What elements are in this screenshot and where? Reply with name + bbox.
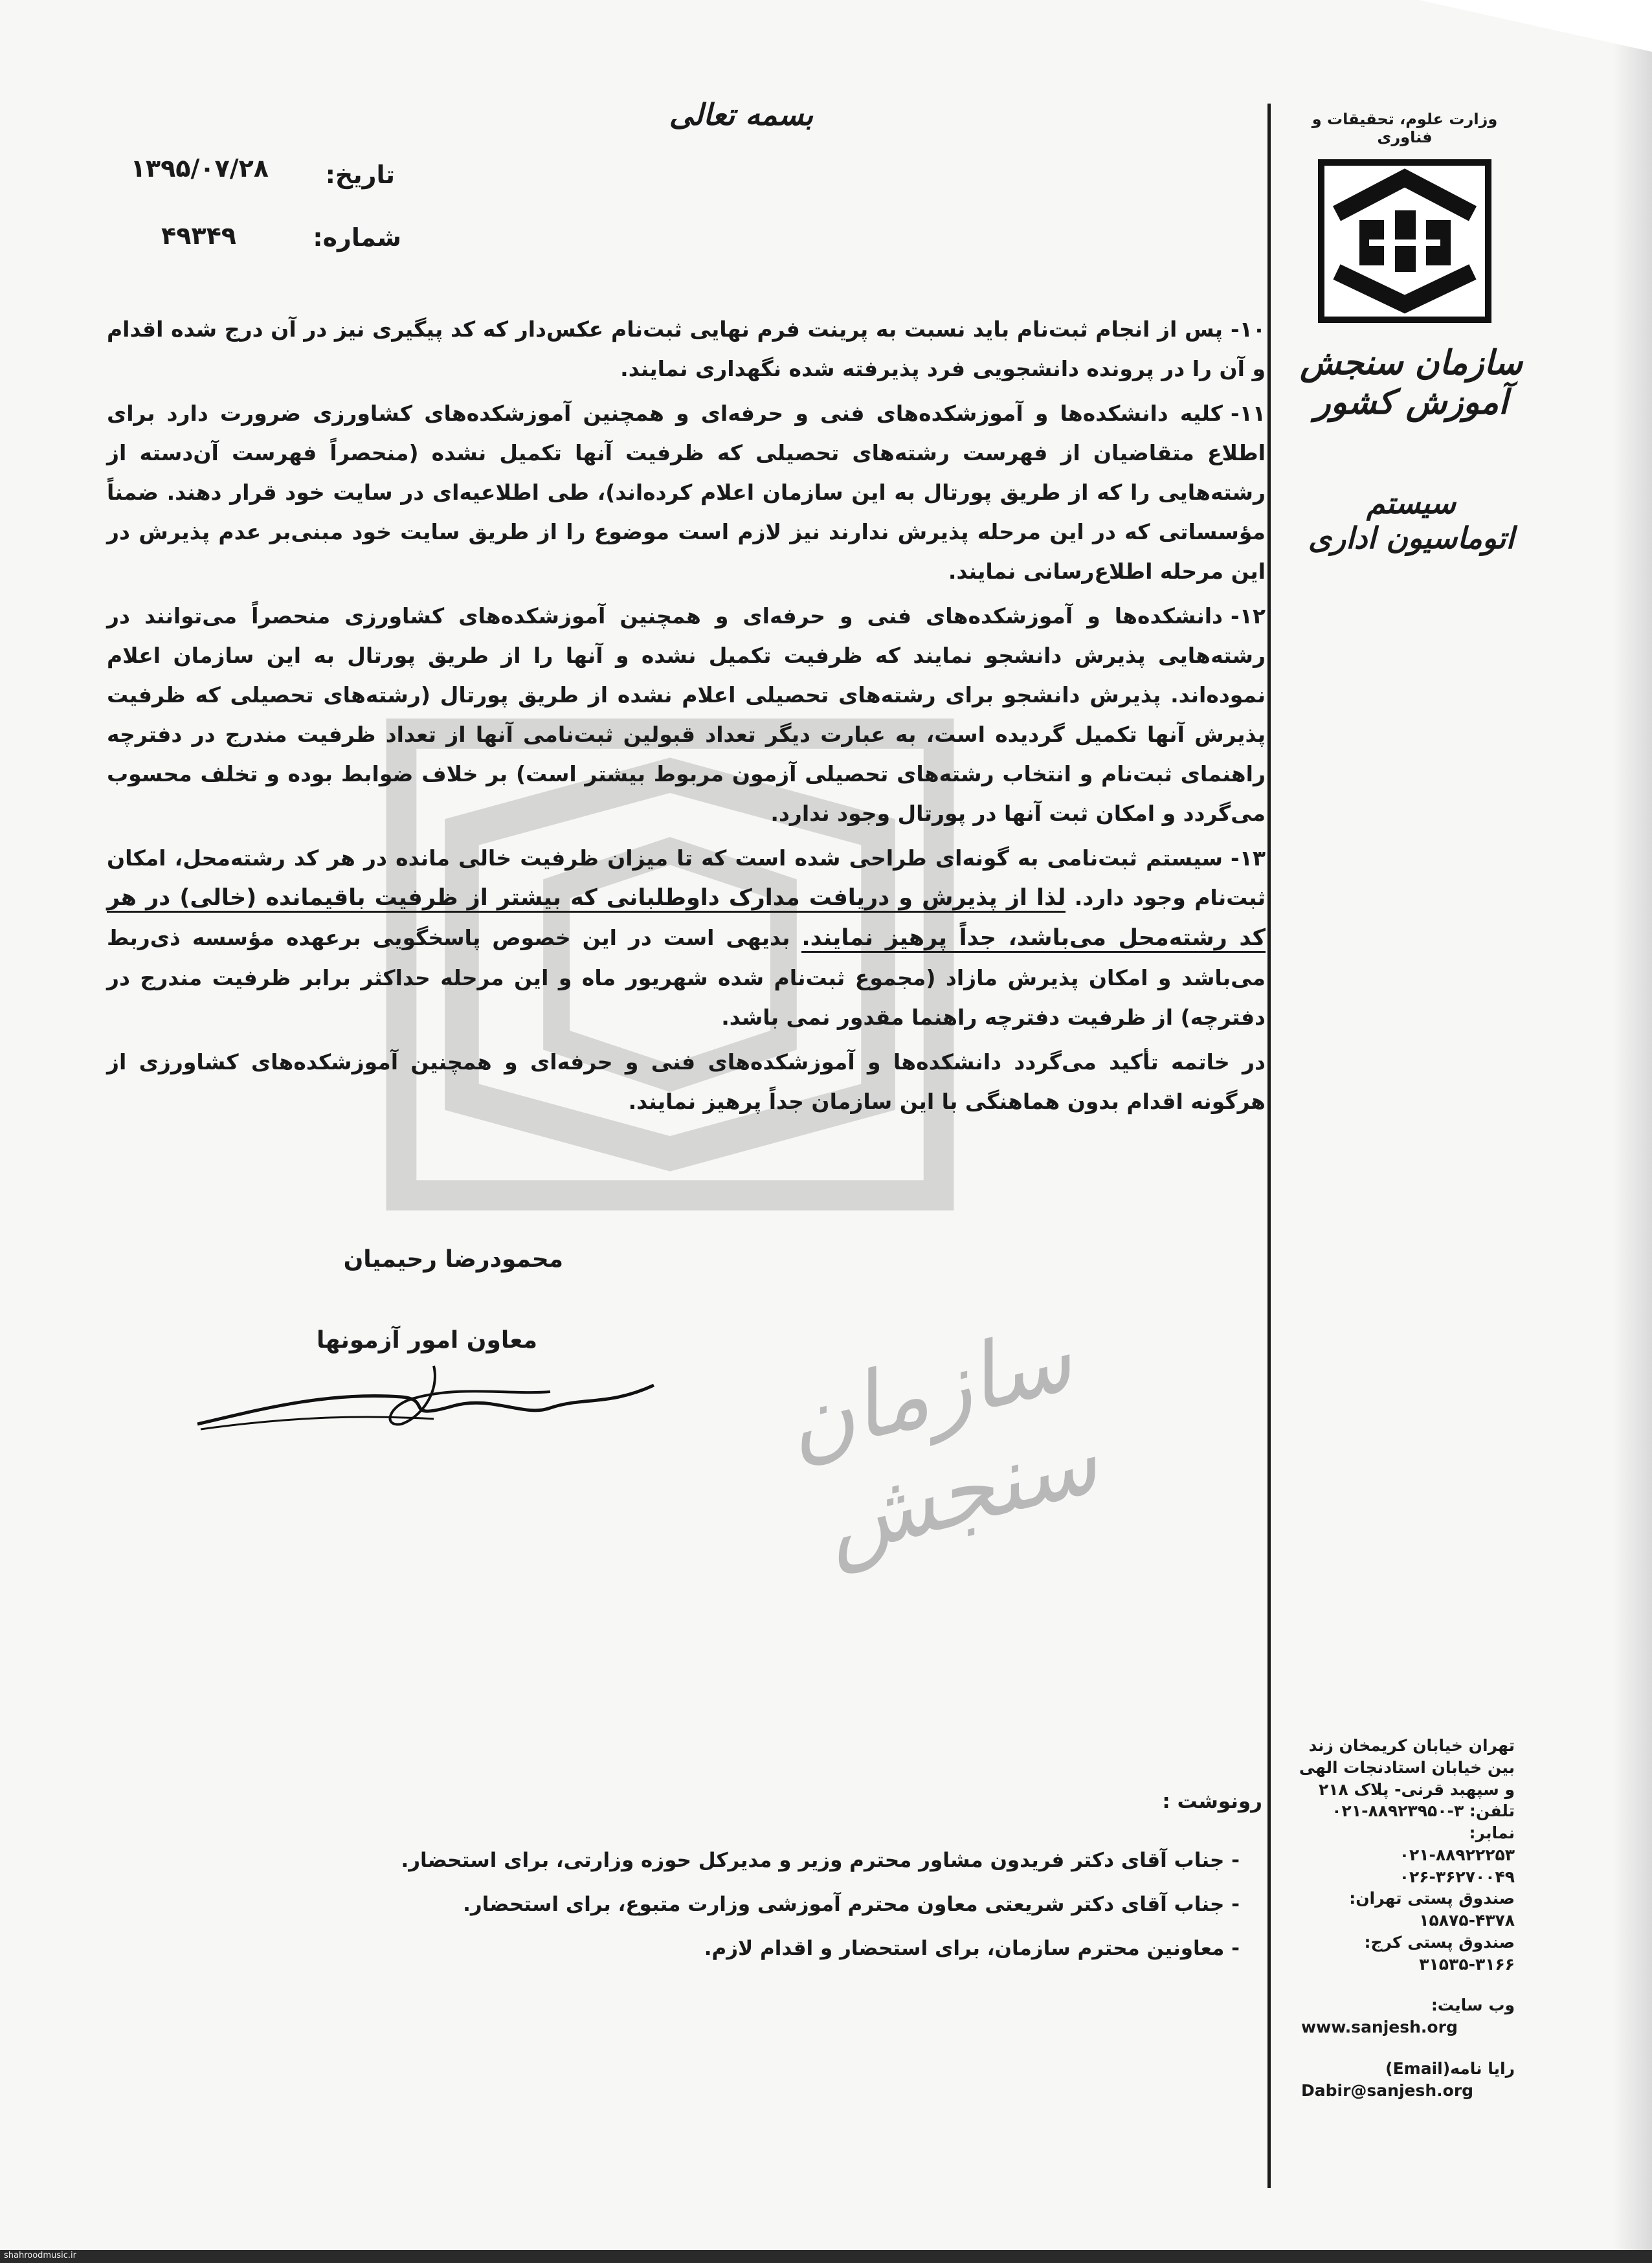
- website-label: وب سایت:: [1431, 1996, 1515, 2015]
- signer-name: محمودرضا رحیمیان: [343, 1246, 563, 1273]
- cc-item: - معاونین محترم سازمان، برای استحضار و اقدام لازم.: [704, 1937, 1240, 1960]
- signer-title: معاون امور آزمونها: [317, 1327, 537, 1354]
- item-number: ۱۳-: [1231, 845, 1266, 871]
- pobox-tehran-label: صندوق پستی تهران:: [1349, 1889, 1515, 1908]
- handwritten-signature-icon: [188, 1346, 667, 1444]
- organization-name: سازمان سنجش آموزش کشور: [1300, 343, 1523, 422]
- paragraph-text: بدیهی است در این خصوص پاسخگویی برعهده مؤسسه ذی‌ربط می‌باشد و امکان پذیرش مازاد (مجموع ثبت‌نام شده شهریور ماه و این مرحله حداکثر برابر ظرفیت مندرج در دفترچه) از ظرفیت دفترچه راهنما مقدور نمی باشد.: [107, 925, 1266, 1030]
- item-number: ۱۱-: [1231, 401, 1266, 426]
- automation-system-name: سیستم اتوماسیون اداری: [1308, 485, 1515, 555]
- underlined-emphasis: لذا از پذیرش و دریافت مدارک داوطلبانی که بیشتر از ظرفیت باقیمانده (خالی) در هر کد رشته‌محل می‌باشد، جداً پرهیز نمایند.: [107, 885, 1266, 953]
- address-line: تهران خیابان کریمخان زند: [1308, 1736, 1515, 1755]
- pobox-karaj-label: صندوق پستی کرج:: [1364, 1932, 1515, 1952]
- paragraph-13: [107, 838, 1266, 1037]
- address-line: و سپهبد قرنی- پلاک ۲۱۸: [1318, 1779, 1515, 1799]
- number-value: ۴۹۳۴۹: [161, 221, 236, 250]
- paragraph-10: [107, 309, 1266, 388]
- cc-heading: رونوشت :: [1162, 1790, 1262, 1813]
- cc-list: [375, 1838, 1240, 1970]
- source-tag: shahroodmusic.ir: [4, 2251, 76, 2260]
- letter-body: [107, 309, 1266, 1126]
- pobox-karaj: ۳۱۵۳۵-۳۱۶۶: [1419, 1954, 1515, 1974]
- fax-label: نمابر:: [1469, 1823, 1515, 1842]
- phone-number: تلفن: ۳-۸۸۹۲۳۹۵۰-۰۲۱: [1332, 1801, 1515, 1821]
- source-strip: [0, 2250, 1652, 2263]
- paragraph-text: کلیه دانشکده‌ها و آموزشکده‌های فنی و حرفه‌ای و همچنین آموزشکده‌های کشاورزی ضرورت دارد برای اطلاع متقاضیان از فهرست رشته‌های تحصیلی که ظرفیت آنها تکمیل نشده (منحصراً فهرست آن‌دسته از رشته‌هایی را که از طریق پورتال به این سازمان اعلام کرده‌اند)، طی اطلاعیه‌ای در سایت خود قرار دهند. ضمناً مؤسساتی که در این مرحله پذیرش ندارند نیز لازم است موضوع را از طریق سایت خود مبنی‌بر عدم پذیرش در این مرحله اطلاع‌رسانی نمایند.: [107, 401, 1266, 584]
- item-number: ۱۰-: [1231, 317, 1266, 342]
- paragraph-11: [107, 394, 1266, 591]
- column-divider: [1267, 104, 1271, 2188]
- item-number: ۱۲-: [1231, 603, 1266, 629]
- fax-number: ۰۲۱-۸۸۹۲۲۲۵۳: [1399, 1845, 1515, 1864]
- cc-item: - جناب آقای دکتر فریدون مشاور محترم وزیر و مدیرکل حوزه وزارتی، برای استحضار.: [401, 1849, 1240, 1872]
- date-value: ۱۳۹۵/۰۷/۲۸: [130, 154, 269, 183]
- cc-item: - جناب آقای دکتر شریعتی معاون محترم آموزشی وزارت متبوع، برای استحضار.: [463, 1893, 1240, 1916]
- date-label: تاریخ:: [325, 161, 395, 189]
- sanjesh-logo-icon: [1317, 159, 1492, 324]
- website-link[interactable]: www.sanjesh.org: [1301, 2018, 1458, 2036]
- address-line: بین خیابان استادنجات الهی: [1299, 1757, 1515, 1777]
- paragraph-text: پس از انجام ثبت‌نام باید نسبت به پرینت فرم نهایی ثبت‌نام عکس‌دار که کد پیگیری نیز در آن درج شده اقدام و آن را در پرونده دانشجویی فرد پذیرفته شده نگهداری نمایند.: [107, 317, 1266, 381]
- paragraph-text: دانشکده‌ها و آموزشکده‌های فنی و حرفه‌ای و همچنین آموزشکده‌های کشاورزی منحصراً می‌توانند در رشته‌هایی پذیرش دانشجو نمایند که ظرفیت تکمیل نشده و آنها را از طریق پورتال به این سازمان اعلام نموده‌اند. پذیرش دانشجو برای رشته‌های تحصیلی اعلام نشده از طریق پورتال (رشته‌های تحصیلی که ظرفیت پذیرش آنها تکمیل گردیده است، به عبارت دیگر تعداد قبولین ثبت‌نامی آنها از تعداد ظرفیت مندرج در دفترچه راهنمای ثبت‌نام و انتخاب رشته‌های تحصیلی آزمون مربوط بیشتر است) بر خلاف ضوابط بوده و تخلف محسوب می‌گردد و امکان ثبت آنها در پورتال وجود ندارد.: [107, 603, 1266, 826]
- folded-corner: [1419, 0, 1652, 52]
- scan-edge-shade: [1613, 0, 1652, 2263]
- spacer: [1301, 2038, 1515, 2058]
- closing-paragraph: در خاتمه تأکید می‌گردد دانشکده‌ها و آموزشکده‌های فنی و حرفه‌ای و همچنین آموزشکده‌های کشاورزی از هرگونه اقدام بدون هماهنگی با این سازمان جداً پرهیز نمایند.: [107, 1049, 1266, 1114]
- pobox-tehran: ۱۵۸۷۵-۴۳۷۸: [1419, 1911, 1515, 1930]
- paragraph-12: [107, 596, 1266, 833]
- fax-number: ۰۲۶-۳۶۲۷۰۰۴۹: [1399, 1867, 1515, 1886]
- email-label: رایا نامه(Email): [1385, 2058, 1515, 2078]
- basmala: بسمه تعالی: [669, 97, 814, 132]
- number-label: شماره:: [313, 223, 401, 252]
- watermark-text: سازمان سنجش: [775, 1306, 1108, 1578]
- contact-block: [1301, 1735, 1515, 2101]
- spacer: [1301, 1975, 1515, 1994]
- ministry-name: وزارت علوم، تحقیقات و فناوری: [1312, 110, 1498, 146]
- email-link[interactable]: Dabir@sanjesh.org: [1301, 2080, 1474, 2100]
- paragraph-text: سیستم ثبت‌نامی به گونه‌ای طراحی شده است که تا میزان ظرفیت خالی مانده در هر کد رشته‌محل، امکان ثبت‌نام وجود دارد.: [107, 845, 1266, 910]
